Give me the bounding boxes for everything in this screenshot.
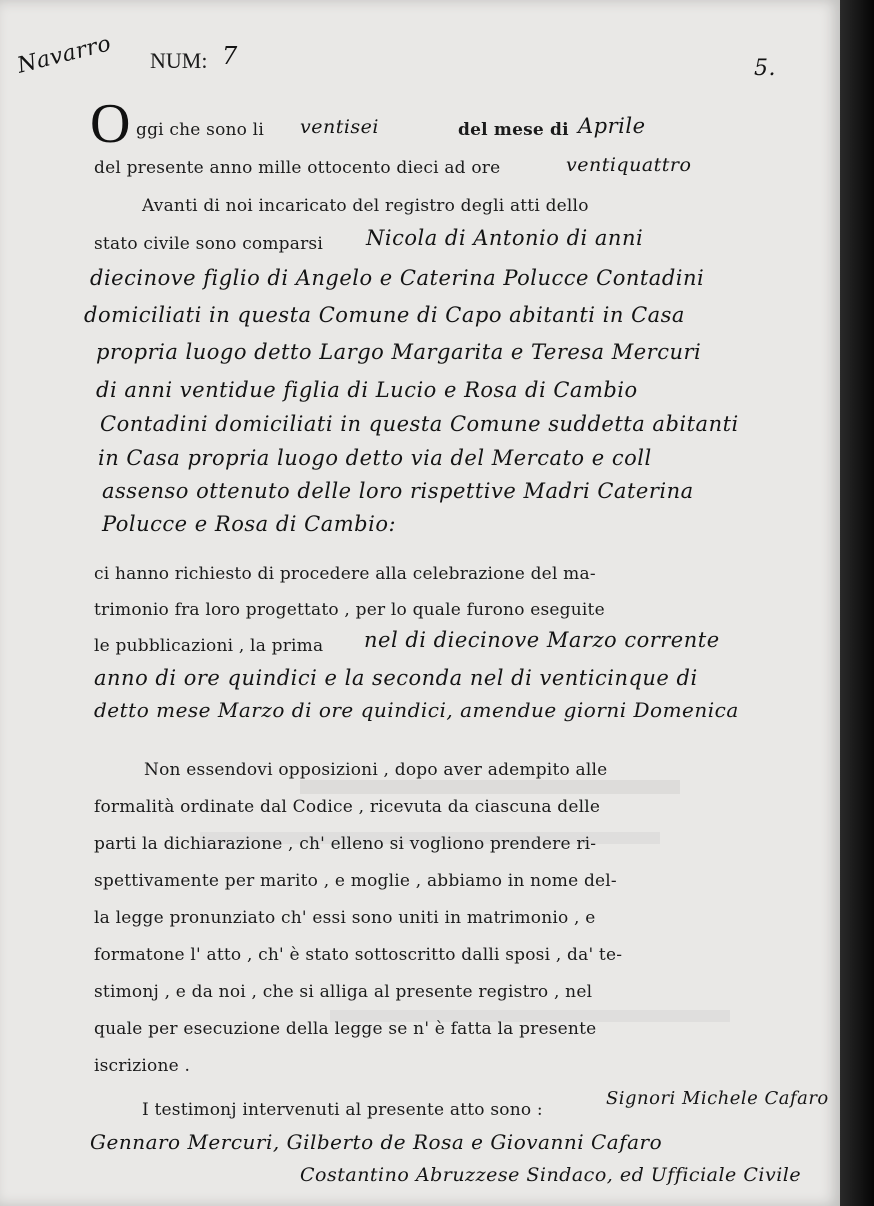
act-day: ventisei	[300, 116, 379, 138]
act-line-3: Avanti di noi incaricato del registro degli atti dello	[142, 196, 589, 216]
act-hand-5: diecinove figlio di Angelo e Caterina Polucce Contadini	[90, 266, 705, 290]
act-p3-line-7: stimonj , e da noi , che si alliga al presente registro , nel	[94, 982, 593, 1002]
act-p3-line-2: formalità ordinate dal Codice , ricevuta da ciascuna delle	[94, 797, 601, 817]
act-p3-line-6: formatone l' atto , ch' è stato sottoscritto dalli sposi , da' te-	[94, 945, 623, 965]
act-p2-line-3a: le pubblicazioni , la prima	[94, 636, 324, 656]
act-line-4a: stato civile sono comparsi	[94, 234, 323, 254]
record-number-value: 7	[222, 42, 238, 70]
act-hand-9: Contadini domiciliati in questa Comune suddetta abitanti	[100, 412, 739, 436]
page-number: 5.	[754, 56, 776, 81]
act-p4-line-1: I testimonj intervenuti al presente atto sono :	[142, 1100, 543, 1120]
act-hand-17: Gennaro Mercuri, Gilberto de Rosa e Giovanni Cafaro	[90, 1130, 663, 1154]
act-hour: ventiquattro	[566, 154, 692, 176]
act-hand-14: anno di ore quindici e la seconda nel di venticinque di	[94, 666, 698, 690]
act-hand-10: in Casa propria luogo detto via del Mercato e coll	[98, 446, 652, 470]
page-edge-shadow	[840, 0, 874, 1206]
act-hand-16: Signori Michele Cafaro	[606, 1088, 829, 1109]
act-p3-line-8: quale per esecuzione della legge se n' è fatta la presente	[94, 1019, 597, 1039]
act-p3-line-9: iscrizione .	[94, 1056, 191, 1076]
act-hand-11: assenso ottenuto delle loro rispettive Madri Caterina	[102, 479, 694, 503]
act-p3-line-1: Non essendovi opposizioni , dopo aver adempito alle	[144, 760, 608, 780]
act-line-1a: ggi che sono li	[136, 120, 264, 140]
act-hand-15: detto mese Marzo di ore quindici, amendue giorni Domenica	[94, 698, 739, 722]
act-line-2a: del presente anno mille ottocento dieci ad ore	[94, 158, 501, 178]
act-p3-line-4: spettivamente per marito , e moglie , abbiamo in nome del-	[94, 871, 617, 891]
act-p2-line-1: ci hanno richiesto di procedere alla celebrazione del ma-	[94, 564, 596, 584]
act-p3-line-5: la legge pronunziato ch' essi sono uniti in matrimonio , e	[94, 908, 596, 928]
act-hand-4: Nicola di Antonio di anni	[366, 226, 644, 250]
act-p2-line-2: trimonio fra loro progettato , per lo quale furono eseguite	[94, 600, 605, 620]
record-surname: Navarro	[14, 31, 114, 79]
act-hand-7: propria luogo detto Largo Margarita e Teresa Mercuri	[96, 340, 702, 364]
drop-cap: O	[90, 93, 131, 155]
act-p3-line-3: parti la dichiarazione , ch' elleno si vogliono prendere ri-	[94, 834, 597, 854]
act-hand-12: Polucce e Rosa di Cambio:	[102, 512, 397, 536]
act-line-1b: del mese di	[458, 120, 569, 140]
act-month: Aprile	[578, 114, 646, 138]
record-number-label: NUM:	[150, 48, 208, 73]
act-hand-8: di anni ventidue figlia di Lucio e Rosa di Cambio	[96, 378, 638, 402]
act-hand-6: domiciliati in questa Comune di Capo abitanti in Casa	[84, 303, 685, 327]
act-hand-13: nel di diecinove Marzo corrente	[364, 628, 720, 652]
signature-line: Costantino Abruzzese Sindaco, ed Ufficiale Civile	[300, 1164, 802, 1186]
